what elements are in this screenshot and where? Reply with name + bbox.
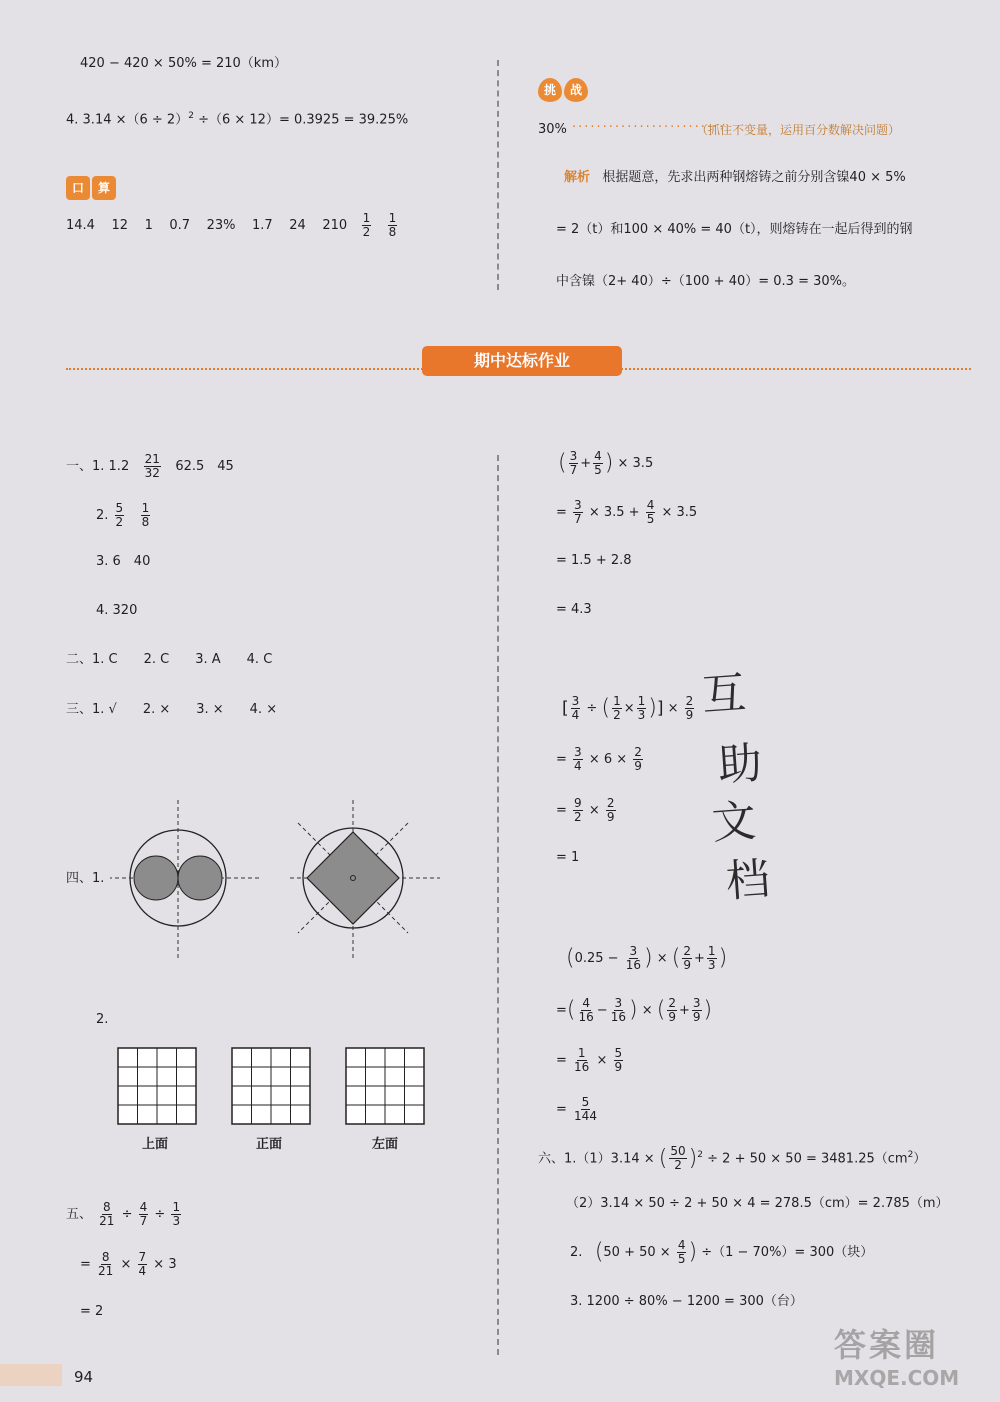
top-left-line-1: 420 − 420 × 50% = 210（km） (80, 56, 287, 71)
q6-1-line-2: （2）3.14 × 50 ÷ 2 + 50 × 4 = 278.5（cm）= 2.785（m） (566, 1196, 949, 1211)
kousuan-badge-2: 算 (92, 176, 116, 200)
q1-4: 4. 320 (96, 603, 138, 618)
watermark-logo: 答案圈 MXQE.COM (834, 1326, 960, 1390)
q5-result: = 2 (80, 1304, 104, 1319)
expr2-line-3: = $\frac{9}{2}$ × $\frac{2}{9}$ (556, 796, 615, 824)
kousuan-fraction-2: $\frac{1}{8}$ (388, 211, 397, 239)
expr2-line-2: = $\frac{3}{4}$ × 6 × $\frac{2}{9}$ (556, 745, 642, 773)
column-divider-bottom (497, 455, 499, 1355)
q5-line-1: 五、 $\frac{8}{21}$ ÷ $\frac{4}{7}$ ÷ $\frac{1}{3}$ (66, 1200, 181, 1228)
handwritten-char-4: 档 (724, 853, 772, 908)
expr2-line-1: [ $\frac{3}{4}$ ÷ ( $\frac{1}{2}$ × $\frac{1}{3}$ )] × $\frac{2}{9}$ (562, 694, 694, 722)
kousuan-fraction-1: $\frac{1}{2}$ (362, 211, 371, 239)
tiaozhan-badge-2: 战 (564, 78, 588, 102)
section-banner: 期中达标作业 (422, 346, 622, 376)
expr1-line-2: = $\frac{3}{7}$ × 3.5 + $\frac{4}{5}$ × 3.5 (556, 498, 698, 526)
challenge-answer: 30% (538, 122, 567, 137)
challenge-hint: （抓住不变量，运用百分数解决问题） (696, 123, 901, 137)
grid-view-left (345, 1047, 425, 1125)
q6-1-line-1: 六、1.（1）3.14 × ( $\frac{50}{2}$ )$^2 \div 2 + 50 \times 50 = 3481.25(cm^2)$ (538, 1144, 927, 1173)
q3-answers: 三、1. √ 2. × 3. × 4. × (66, 702, 278, 717)
q6-3: 3. 1200 ÷ 80% − 1200 = 300（台） (570, 1294, 803, 1309)
expr3-line-3: = $\frac{1}{16}$ × $\frac{5}{9}$ (556, 1046, 623, 1074)
expr1-line-4: = 4.3 (556, 602, 592, 617)
challenge-dots: ························· (572, 120, 726, 135)
q4-2-label: 2. (96, 1012, 109, 1027)
grid-view-front (231, 1047, 311, 1125)
column-divider-top (497, 60, 499, 290)
grid-label-front: 正面 (256, 1137, 283, 1152)
grid-label-top: 上面 (142, 1137, 169, 1152)
q5-line-2: = $\frac{8}{21}$ × $\frac{7}{4}$ × 3 (80, 1250, 177, 1278)
q1-2: 2. $\frac{5}{2}$ $\frac{1}{8}$ (96, 501, 150, 529)
symmetry-figure-square-in-circle (290, 800, 440, 960)
grid-view-top (117, 1047, 197, 1125)
handwritten-char-3: 文 (710, 795, 758, 850)
q2-answers: 二、1. C 2. C 3. A 4. C (66, 652, 273, 667)
kousuan-answers: 14.4 12 1 0.7 23% 1.7 24 210 $\frac{1}{2}$ $\frac{1}{8}$ (66, 211, 397, 239)
jiexi-line-1: 解析 根据题意，先求出两种钢熔铸之前分别含镍40 × 5% (564, 170, 906, 185)
expr1-line-3: = 1.5 + 2.8 (556, 553, 632, 568)
q4-1-label: 四、1. (66, 871, 105, 886)
kousuan-badge-1: 口 (66, 176, 90, 200)
expr3-line-1: (0.25 − $\frac{3}{16}$ ) × ( $\frac{2}{9}$ + $\frac{1}{3}$ ) (566, 944, 728, 972)
q6-2: 2. (50 + 50 × $\frac{4}{5}$ ) ÷（1 − 70%）= 300（块） (570, 1238, 874, 1266)
handwritten-char-2: 助 (716, 737, 764, 792)
expr1-line-1: ( $\frac{3}{7}$ + $\frac{4}{5}$ ) × 3.5 (558, 449, 654, 477)
jiexi-line-2: = 2（t）和100 × 40% = 40（t），则熔铸在一起后得到的钢 (556, 222, 913, 237)
expr3-line-4: = $\frac{5}{144}$ (556, 1095, 597, 1123)
grid-label-left: 左面 (372, 1137, 399, 1152)
q1-1: 一、1. 1.2 $\frac{21}{32}$ 62.5 45 (66, 452, 234, 480)
expr2-line-4: = 1 (556, 850, 580, 865)
jiexi-label: 解析 (564, 170, 591, 185)
expr3-line-2: =( $\frac{4}{16}$ − $\frac{3}{16}$ ) × ( $\frac{2}{9}$ + $\frac{3}{9}$ ) (556, 996, 713, 1024)
symmetry-figure-two-circles (110, 800, 260, 960)
handwritten-char-1: 互 (700, 667, 748, 722)
top-left-line-2: 4. $3.14 \times(6 \div 2)^2 \div(6 \times 12)= 0.3925 = 39.25\%$ (66, 111, 409, 128)
page-number: 94 (74, 1368, 94, 1386)
page-corner-tab (0, 1364, 62, 1386)
q1-3: 3. 6 40 (96, 554, 151, 569)
tiaozhan-badge-1: 挑 (538, 78, 562, 102)
jiexi-line-3: 中含镍（2+ 40）÷（100 + 40）= 0.3 = 30%。 (556, 274, 855, 289)
